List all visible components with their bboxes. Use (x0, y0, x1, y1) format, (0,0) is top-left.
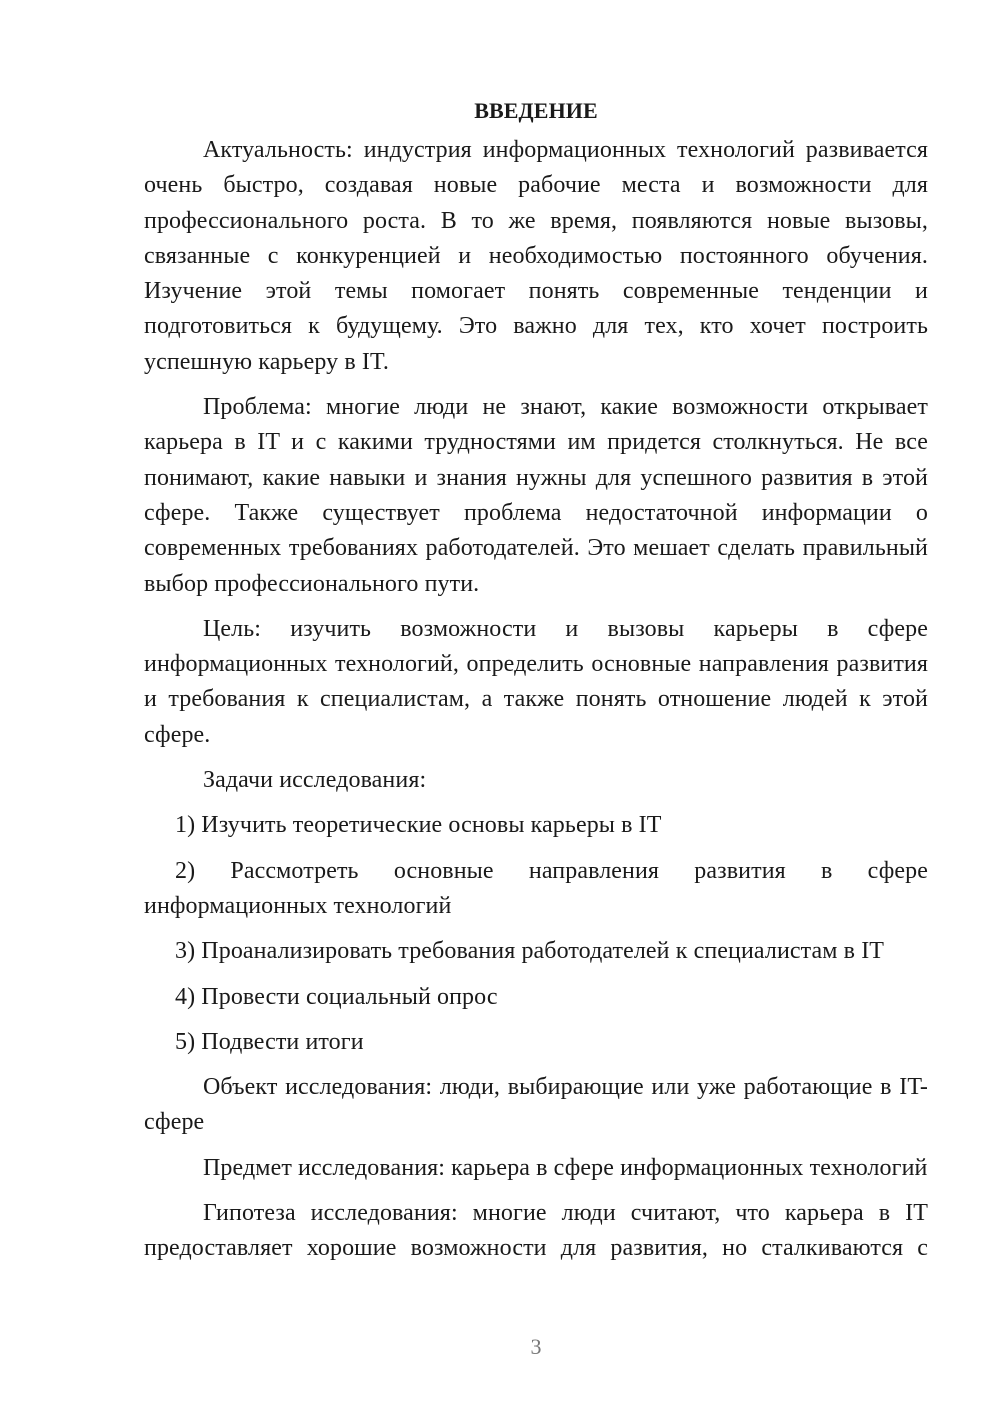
task-item-5: 5) Подвести итоги (175, 1028, 364, 1055)
task-item-2: 2) Рассмотреть основные направления развития в сфере информационных технологий (144, 857, 928, 919)
paragraph-problem: Проблема: многие люди не знают, какие возможности открывает карьера в IT и с какими трудностями им придется столкнуться. Не все понимают, какие навыки и знания нужны для успешного развития в этой сфере. Также существует проблема недостаточной информации о современных требованиях работодателей. Это мешает сделать правильный выбор профессионального пути. (144, 394, 928, 597)
document-body (144, 92, 928, 1277)
paragraph-object: Объект исследования: люди, выбирающие или уже работающие в IT-сфере (144, 1074, 928, 1136)
task-item-3: 3) Проанализировать требования работодателей к специалистам в IT (175, 938, 885, 965)
section-title: ВВЕДЕНИЕ (474, 98, 598, 123)
task-item-4: 4) Провести социальный опрос (175, 983, 498, 1010)
paragraph-relevance: Актуальность: индустрия информационных технологий развивается очень быстро, создавая новые рабочие места и возможности для профессионального роста. В то же время, появляются новые вызовы, связанные с конкуренцией и необходимостью постоянного обучения. Изучение этой темы помогает понять современные тенденции и подготовиться к будущему. Это важно для тех, кто хочет построить успешную карьеру в IT. (144, 137, 928, 375)
task-item-1: 1) Изучить теоретические основы карьеры в IT (175, 812, 662, 839)
paragraph-subject: Предмет исследования: карьера в сфере информационных технологий (203, 1154, 928, 1181)
tasks-heading: Задачи исследования: (203, 767, 427, 794)
paragraph-hypothesis: Гипотеза исследования: многие люди считают, что карьера в IT предоставляет хорошие возможности для развития, но сталкиваются с (144, 1200, 928, 1262)
page-number: 3 (530, 1334, 542, 1359)
paragraph-goal: Цель: изучить возможности и вызовы карьеры в сфере информационных технологий, определить основные направления развития и требования к специалистам, а также понять отношение людей к этой сфере. (144, 615, 928, 748)
